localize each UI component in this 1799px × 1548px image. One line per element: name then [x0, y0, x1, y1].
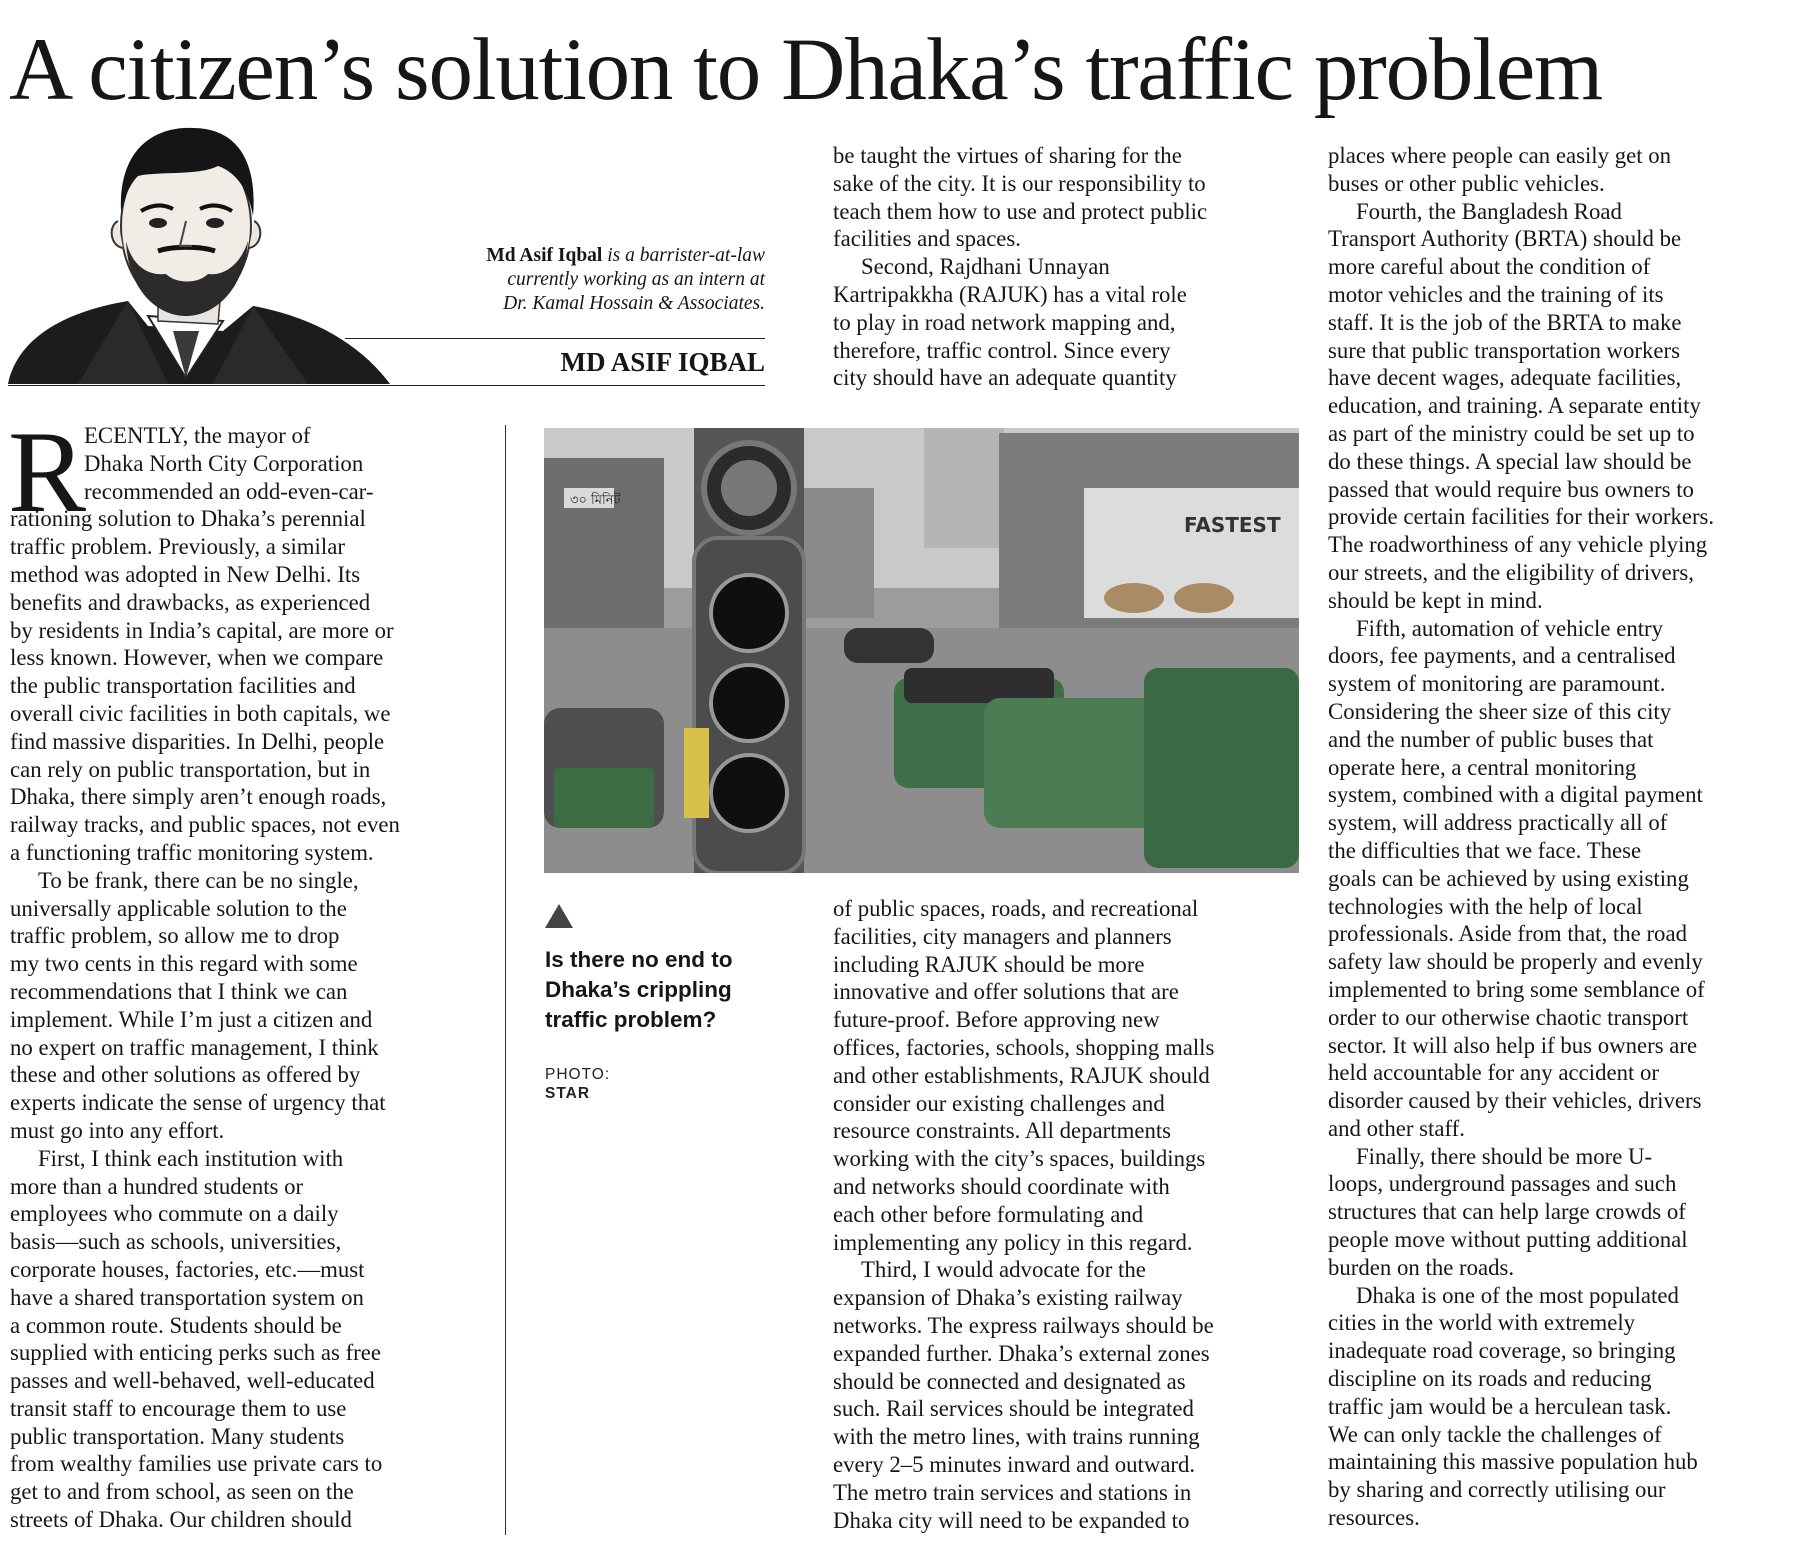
text-line: order to our otherwise chaotic transport	[1328, 1004, 1689, 1030]
text-line: Kartripakkha (RAJUK) has a vital role	[833, 281, 1187, 307]
photo-caption	[545, 945, 770, 1035]
text-line: a common route. Students should be	[10, 1312, 342, 1338]
text-line: of public spaces, roads, and recreational	[833, 896, 1199, 921]
text-line: a functioning traffic monitoring system.	[10, 839, 374, 865]
text-line: less known. However, when we compare	[10, 645, 384, 671]
text-line: Second, Rajdhani Unnayan	[861, 254, 1110, 280]
text-line: future-proof. Before approving new	[833, 1007, 1160, 1033]
text-line: our streets, and the eligibility of drivers,	[1328, 559, 1694, 585]
text-line: be taught the virtues of sharing for the	[833, 143, 1182, 168]
text-line: Finally, there should be more U-	[1356, 1143, 1653, 1169]
text-line: to play in road network mapping and,	[833, 309, 1176, 335]
text-line: traffic problem. Previously, a similar	[10, 534, 345, 560]
text-line: operate here, a central monitoring	[1328, 754, 1637, 780]
author-portrait-illustration	[8, 116, 390, 384]
text-line: Transport Authority (BRTA) should be	[1328, 226, 1682, 252]
article-column-1	[8, 408, 480, 1534]
text-line: cities in the world with extremely	[1328, 1310, 1636, 1336]
text-line: including RAJUK should be more	[833, 951, 1145, 977]
text-line: by sharing and correctly utilising our	[1328, 1477, 1666, 1503]
text-line: resource constraints. All departments	[833, 1118, 1172, 1144]
text-line: experts indicate the sense of urgency that	[10, 1090, 386, 1116]
text-line: as part of the ministry could be set up to	[1328, 420, 1695, 446]
text-line: with the metro lines, with trains running	[833, 1424, 1200, 1450]
text-line: Dhaka is one of the most populated	[1356, 1282, 1679, 1308]
caption-triangle-icon	[545, 904, 573, 928]
text-line: supplied with enticing perks such as free	[10, 1340, 381, 1366]
paragraph	[10, 1145, 480, 1534]
text-line: from wealthy families use private cars to	[10, 1451, 383, 1477]
text-line: each other before formulating and	[833, 1201, 1144, 1227]
text-line: ECENTLY, the mayor of	[84, 423, 311, 448]
text-line: safety law should be properly and evenly	[1328, 949, 1703, 975]
text-line: First, I think each institution with	[38, 1145, 344, 1171]
lead-paragraph	[8, 408, 480, 867]
caption-line: Is there no end to	[545, 947, 733, 972]
text-line: We can only tackle the challenges of	[1328, 1421, 1662, 1447]
author-bio-line: is a barrister-at-law	[607, 245, 765, 266]
text-line: expanded further. Dhaka’s external zones	[833, 1340, 1210, 1366]
text-line: do these things. A special law should be	[1328, 448, 1692, 474]
text-line: sake of the city. It is our responsibility to	[833, 170, 1206, 196]
text-line: should be kept in mind.	[1328, 587, 1543, 613]
paragraph	[10, 867, 480, 1145]
text-line: have decent wages, adequate facilities,	[1328, 365, 1682, 391]
text-line: teach them how to use and protect public	[833, 198, 1208, 224]
text-line: offices, factories, schools, shopping malls	[833, 1034, 1215, 1060]
text-line: transit staff to encourage them to use	[10, 1395, 347, 1421]
text-line: inadequate road coverage, so bringing	[1328, 1338, 1676, 1364]
text-line: Considering the sheer size of this city	[1328, 698, 1672, 724]
text-line: and other staff.	[1328, 1115, 1465, 1141]
paragraph	[1328, 142, 1793, 198]
text-line: streets of Dhaka. Our children should	[10, 1507, 352, 1533]
text-line: buses or other public vehicles.	[1328, 170, 1605, 196]
paragraph	[833, 895, 1293, 1256]
drop-cap: R	[8, 408, 87, 537]
billboard-text: FASTEST	[1184, 513, 1281, 537]
text-line: and the number of public buses that	[1328, 726, 1654, 752]
text-line: education, and training. A separate entity	[1328, 393, 1701, 419]
article-column-3	[1328, 142, 1793, 1532]
text-line: recommendations that I think we can	[10, 978, 348, 1004]
byline: MD ASIF IQBAL	[560, 347, 765, 377]
article-column-2-bottom	[833, 895, 1293, 1534]
text-line: therefore, traffic control. Since every	[833, 337, 1171, 363]
text-line: and networks should coordinate with	[833, 1173, 1170, 1199]
text-line: no expert on traffic management, I think	[10, 1034, 379, 1060]
article-column-2-top	[833, 142, 1293, 392]
text-line: railway tracks, and public spaces, not even	[10, 812, 400, 838]
paragraph	[1328, 198, 1793, 615]
text-line: get to and from school, as seen on the	[10, 1479, 354, 1505]
text-line: consider our existing challenges and	[833, 1090, 1165, 1116]
paragraph	[833, 142, 1293, 253]
text-line: doors, fee payments, and a centralised	[1328, 643, 1676, 669]
text-line: employees who commute on a daily	[10, 1201, 339, 1227]
text-line: implementing any policy in this regard.	[833, 1229, 1193, 1255]
text-line: such. Rail services should be integrated	[833, 1396, 1194, 1422]
text-line: working with the city’s spaces, buildings	[833, 1146, 1206, 1172]
text-line: professionals. Aside from that, the road	[1328, 921, 1687, 947]
text-line: burden on the roads.	[1328, 1254, 1515, 1280]
text-line: system of monitoring are paramount.	[1328, 671, 1666, 697]
text-line: these and other solutions as offered by	[10, 1062, 361, 1088]
text-line: passed that would require bus owners to	[1328, 476, 1694, 502]
text-line: public transportation. Many students	[10, 1423, 345, 1449]
text-line: staff. It is the job of the BRTA to make	[1328, 309, 1682, 335]
shop-sign-text: ৩০ মিনিট	[570, 493, 621, 508]
text-line: recommended an odd-even-car-	[84, 478, 374, 504]
text-line: networks. The express railways should be	[833, 1312, 1214, 1338]
article-photo-traffic	[544, 428, 1299, 873]
photo-credit: STAR	[545, 1085, 591, 1102]
text-line: traffic problem, so allow me to drop	[10, 923, 340, 949]
caption-line: Dhaka’s crippling	[545, 977, 732, 1002]
text-line: discipline on its roads and reducing	[1328, 1366, 1652, 1392]
text-line: universally applicable solution to the	[10, 895, 347, 921]
text-line: goals can be achieved by using existing	[1328, 865, 1689, 891]
caption-line: traffic problem?	[545, 1007, 717, 1032]
headline: A citizen’s solution to Dhaka’s traffic problem	[9, 21, 1603, 119]
text-line: facilities and spaces.	[833, 226, 1021, 252]
author-bio-line: currently working as an intern at	[507, 269, 765, 290]
text-line: rationing solution to Dhaka’s perennial	[10, 506, 366, 532]
text-line: benefits and drawbacks, as experienced	[10, 589, 371, 615]
text-line: passes and well-behaved, well-educated	[10, 1368, 375, 1394]
text-line: basis—such as schools, universities,	[10, 1229, 342, 1255]
text-line: resources.	[1328, 1505, 1420, 1531]
text-line: sector. It will also help if bus owners are	[1328, 1032, 1698, 1058]
text-line: have a shared transportation system on	[10, 1284, 364, 1310]
text-line: disorder caused by their vehicles, drivers	[1328, 1088, 1702, 1114]
header-divider	[8, 385, 765, 386]
text-line: Fifth, automation of vehicle entry	[1356, 615, 1664, 641]
paragraph	[1328, 615, 1793, 1143]
text-line: structures that can help large crowds of	[1328, 1199, 1686, 1225]
text-line: provide certain facilities for their workers.	[1328, 504, 1715, 530]
photo-credit-label: PHOTO:	[545, 1066, 611, 1083]
paragraph	[1328, 1282, 1793, 1532]
text-line: technologies with the help of local	[1328, 893, 1643, 919]
text-line: expansion of Dhaka’s existing railway	[833, 1285, 1183, 1311]
text-line: motor vehicles and the training of its	[1328, 281, 1664, 307]
text-line: traffic jam would be a herculean task.	[1328, 1393, 1672, 1419]
text-line: every 2–5 minutes inward and outward.	[833, 1451, 1196, 1477]
text-line: method was adopted in New Delhi. Its	[10, 561, 361, 587]
text-line: should be connected and designated as	[833, 1368, 1186, 1394]
text-line: city should have an adequate quantity	[833, 365, 1177, 391]
text-line: Dhaka, there simply aren’t enough roads,	[10, 784, 387, 810]
text-line: implemented to bring some semblance of	[1328, 976, 1705, 1002]
author-bio-name: Md Asif Iqbal	[486, 245, 603, 266]
text-line: Dhaka North City Corporation	[84, 450, 364, 476]
text-line: the public transportation facilities and	[10, 673, 356, 699]
text-line: Dhaka city will need to be expanded to	[833, 1507, 1190, 1533]
text-line: sure that public transportation workers	[1328, 337, 1680, 363]
text-line: held accountable for any accident or	[1328, 1060, 1660, 1086]
text-line: innovative and offer solutions that are	[833, 979, 1179, 1005]
byline-divider	[345, 338, 765, 339]
text-line: Fourth, the Bangladesh Road	[1356, 198, 1622, 224]
text-line: implement. While I’m just a citizen and	[10, 1006, 373, 1032]
text-line: facilities, city managers and planners	[833, 923, 1172, 949]
paragraph	[833, 1256, 1293, 1534]
text-line: To be frank, there can be no single,	[38, 867, 359, 893]
text-line: find massive disparities. In Delhi, people	[10, 728, 385, 754]
text-line: The metro train services and stations in	[833, 1479, 1192, 1505]
text-line: Third, I would advocate for the	[861, 1257, 1146, 1283]
text-line: overall civic facilities in both capitals, we	[10, 700, 391, 726]
text-line: people move without putting additional	[1328, 1227, 1688, 1253]
author-bio-line: Dr. Kamal Hossain & Associates.	[503, 293, 765, 314]
text-line: system, will address practically all of	[1328, 810, 1668, 836]
column-divider	[505, 425, 506, 1535]
paragraph	[1328, 1143, 1793, 1282]
text-line: and other establishments, RAJUK should	[833, 1062, 1210, 1088]
text-line: The roadworthiness of any vehicle plying	[1328, 532, 1708, 558]
paragraph	[833, 253, 1293, 392]
text-line: by residents in India’s capital, are more or	[10, 617, 394, 643]
text-line: maintaining this massive population hub	[1328, 1449, 1698, 1475]
text-line: more careful about the condition of	[1328, 254, 1651, 280]
text-line: more than a hundred students or	[10, 1173, 304, 1199]
text-line: must go into any effort.	[10, 1117, 225, 1143]
author-bio	[420, 244, 765, 316]
text-line: system, combined with a digital payment	[1328, 782, 1703, 808]
text-line: the difficulties that we face. These	[1328, 837, 1642, 863]
text-line: places where people can easily get on	[1328, 143, 1672, 168]
text-line: corporate houses, factories, etc.—must	[10, 1256, 365, 1282]
text-line: can rely on public transportation, but in	[10, 756, 371, 782]
text-line: my two cents in this regard with some	[10, 951, 358, 977]
text-line: loops, underground passages and such	[1328, 1171, 1677, 1197]
